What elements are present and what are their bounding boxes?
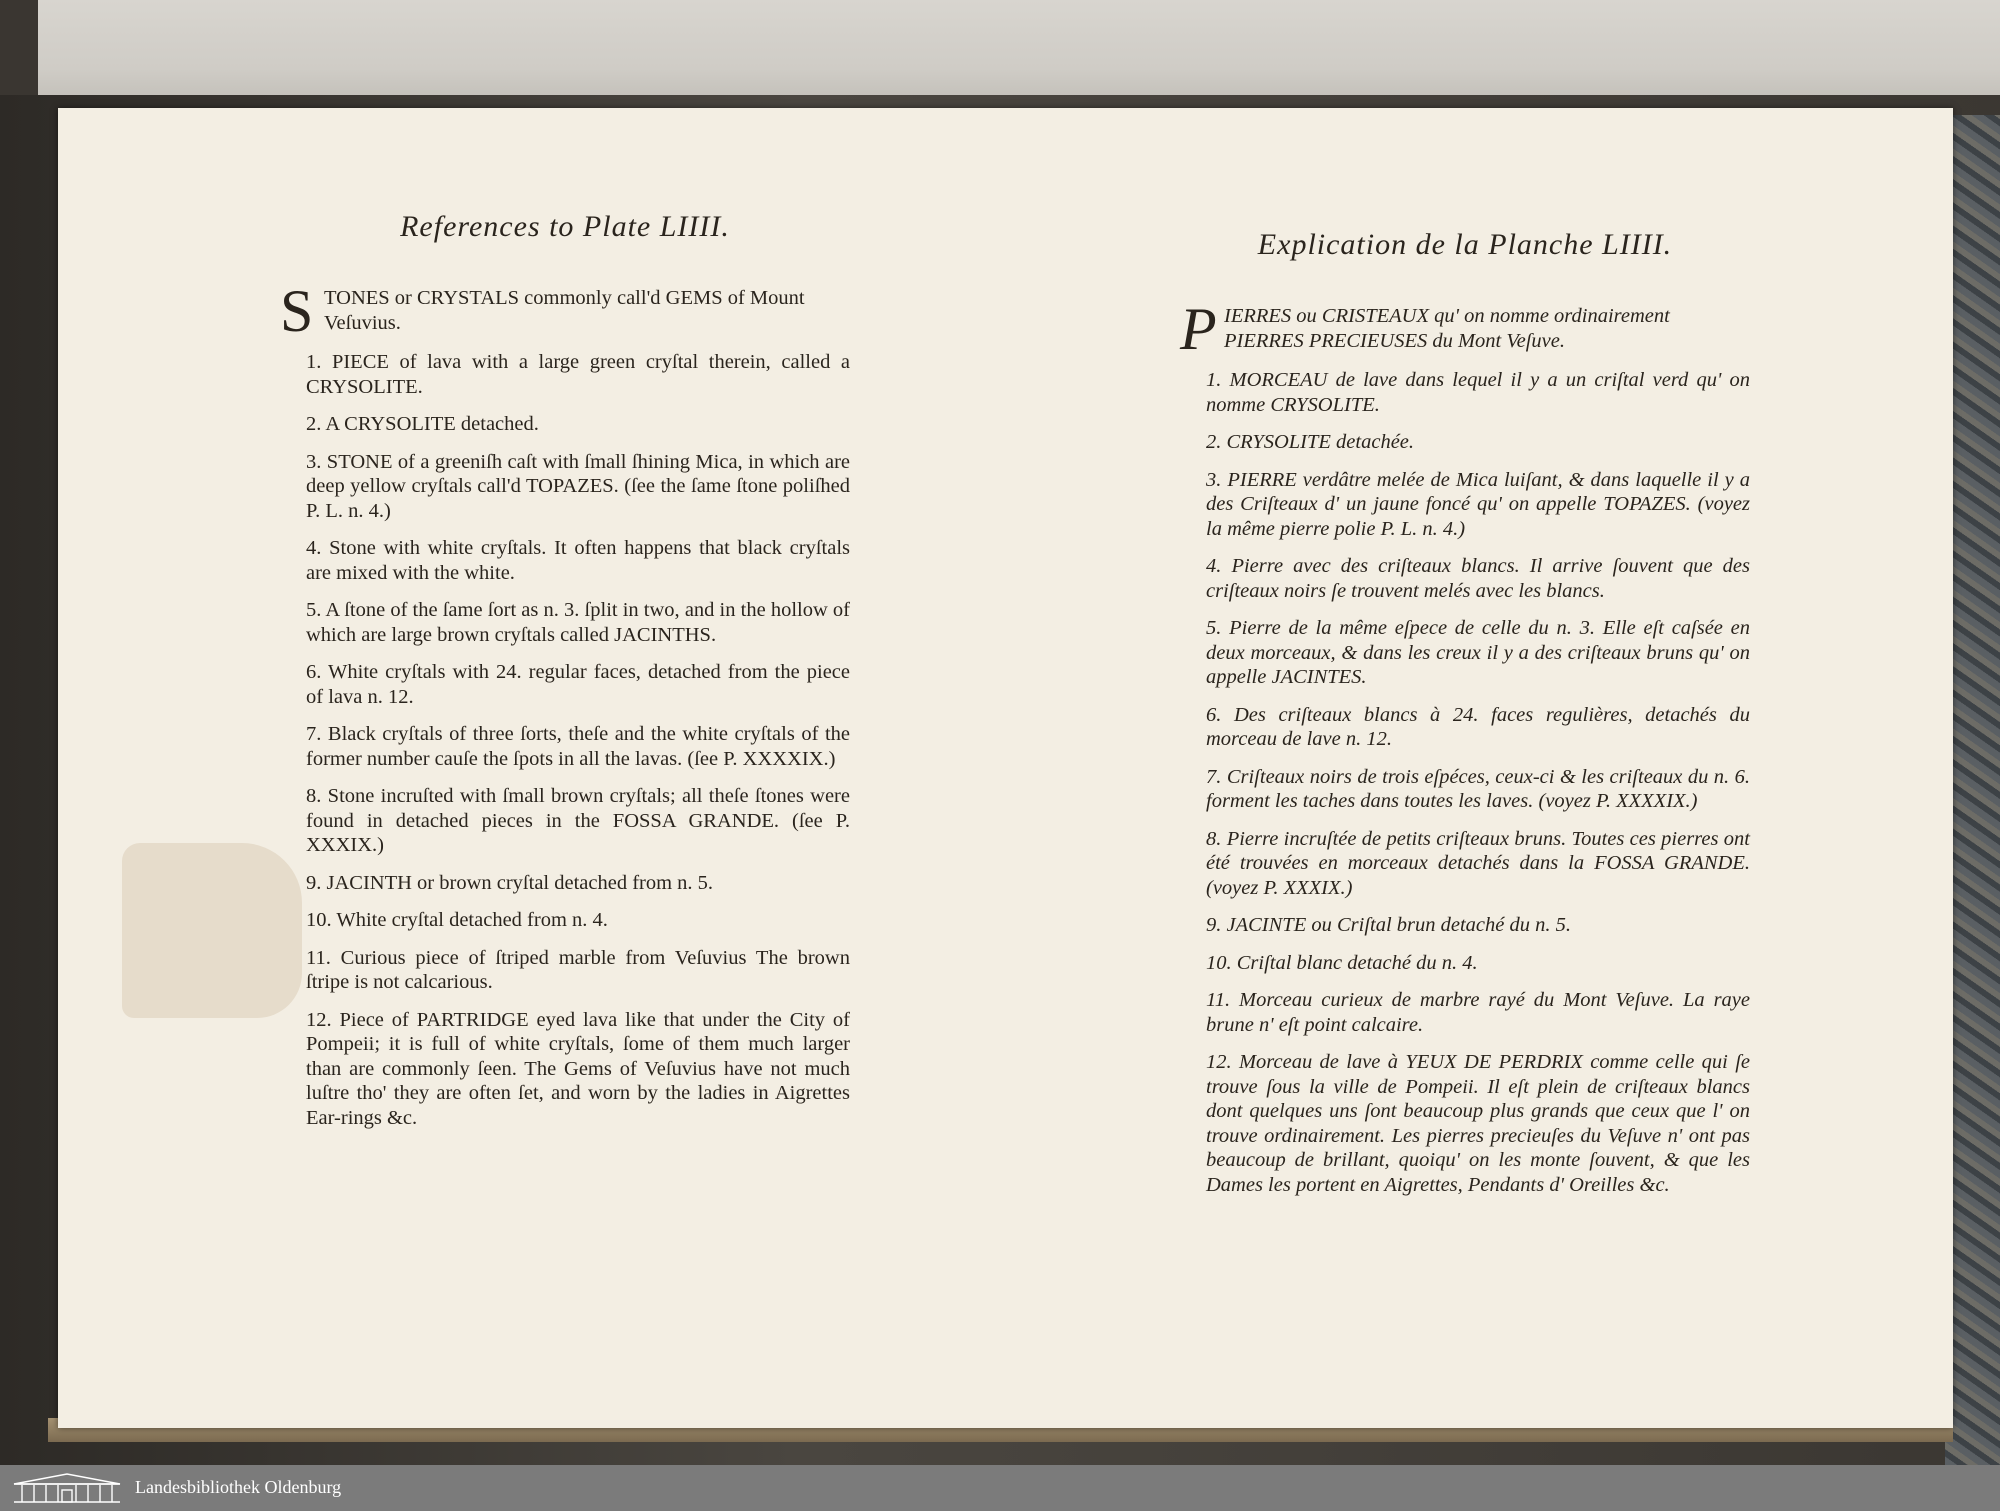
- english-item: 11. Curious piece of ſtriped marble from Veſuvius The brown ſtripe is not calcarious.: [306, 946, 850, 993]
- library-name: Landesbibliothek Oldenburg: [135, 1477, 342, 1497]
- french-item: 6. Des criſteaux blancs à 24. faces regulières, detachés du morceau de lave n. 12.: [1206, 703, 1750, 750]
- cover-marbled-edge: [1945, 115, 2000, 1465]
- english-column: [280, 210, 850, 1143]
- footer-bar: [0, 1465, 2000, 1511]
- library-building-icon: [12, 1472, 122, 1504]
- english-item: 8. Stone incruſted with ſmall brown cryſtals; all theſe ſtones were found in detached pieces in the FOSSA GRANDE. (ſee P. XXXIX.): [306, 785, 850, 856]
- french-intro: [1180, 296, 1750, 362]
- english-item: 1. PIECE of lava with a large green cryſtal therein, called a CRYSOLITE.: [306, 351, 850, 398]
- french-item: 8. Pierre incruſtée de petits criſteaux bruns. Toutes ces pierres ont été trouvées en morceaux detachés dans la FOSSA GRANDE. (voyez P. XXXIX.): [1206, 827, 1750, 899]
- french-intro-text: IERRES ou CRISTEAUX qu' on nomme ordinairement PIERRES PRECIEUSES du Mont Veſuve.: [1224, 305, 1670, 352]
- english-item: 6. White cryſtals with 24. regular faces, detached from the piece of lava n. 12.: [306, 661, 850, 708]
- french-item: 1. MORCEAU de lave dans lequel il y a un criſtal verd qu' on nomme CRYSOLITE.: [1206, 369, 1750, 416]
- english-item: 12. Piece of PARTRIDGE eyed lava like that under the City of Pompeii; it is full of white cryſtals, ſome of them much larger than are commonly ſeen. The Gems of Veſuvius have not much luſtre tho' they are often ſet, and worn by the ladies in Aigrettes Ear-rings &c.: [306, 1008, 850, 1129]
- english-intro-text: TONES or CRYSTALS commonly call'd GEMS of Mount Veſuvius.: [324, 287, 805, 334]
- french-title: Explication de la Planche LIIII.: [1257, 228, 1673, 261]
- french-item: 4. Pierre avec des criſteaux blancs. Il arrive ſouvent que des criſteaux noirs ſe trouvent melés avec les blancs.: [1206, 555, 1750, 602]
- english-item: 7. Black cryſtals of three ſorts, theſe and the white cryſtals of the former number cauſe the ſpots in all the lavas. (ſee P. XXXXIX.): [306, 723, 850, 770]
- paper-stain: [122, 843, 302, 1018]
- french-item: 11. Morceau curieux de marbre rayé du Mont Veſuve. La raye brune n' eſt point calcaire.: [1206, 989, 1750, 1036]
- french-item: 2. CRYSOLITE detachée.: [1206, 431, 1415, 453]
- french-dropcap: P: [1180, 296, 1217, 362]
- english-title: References to Plate LIIII.: [400, 210, 730, 243]
- english-intro: [280, 278, 850, 344]
- english-item: 5. A ſtone of the ſame ſort as n. 3. ſplit in two, and in the hollow of which are large brown cryſtals called JACINTHS.: [306, 599, 850, 646]
- french-column: [1180, 228, 1750, 1210]
- english-dropcap: S: [280, 278, 314, 344]
- french-item: 12. Morceau de lave à YEUX DE PERDRIX comme celle qui ſe trouve ſous la ville de Pompeii. Il eſt plein de criſteaux blancs dont quelques uns ſont beaucoup plus grands que ceux que l' on trouve ordinairement. Les pierres precieuſes du Veſuve n' ont pas beaucoup de brillant, quoiqu' on les monte ſouvent, & que les Dames les portent en Aigrettes, Pendants d' Oreilles &c.: [1206, 1051, 1750, 1196]
- english-item: 4. Stone with white cryſtals. It often happens that black cryſtals are mixed with the white.: [306, 537, 850, 584]
- french-item: 3. PIERRE verdâtre melée de Mica luiſant, & dans laquelle il y a des Criſteaux d' un jaune foncé qu' on appelle TOPAZES. (voyez la même pierre polie P. L. n. 4.): [1206, 468, 1750, 540]
- french-item: 5. Pierre de la même eſpece de celle du n. 3. Elle eſt caſsée en deux morceaux, & dans les creux il y a des criſteaux bruns qu' on appelle JACINTES.: [1206, 617, 1750, 688]
- english-item: 3. STONE of a greeniſh caſt with ſmall ſhining Mica, in which are deep yellow cryſtals call'd TOPAZES. (ſee the ſame ſtone poliſhed P. L. n. 4.): [306, 450, 850, 522]
- english-item: 10. White cryſtal detached from n. 4.: [306, 909, 608, 931]
- english-item: 2. A CRYSOLITE detached.: [306, 413, 539, 435]
- french-item: 9. JACINTE ou Criſtal brun detaché du n. 5.: [1206, 914, 1571, 936]
- english-item: 9. JACINTH or brown cryſtal detached from n. 5.: [306, 871, 714, 894]
- french-item: 7. Criſteaux noirs de trois eſpéces, ceux-ci & les criſteaux du n. 6. forment les taches dans toutes les laves. (voyez P. XXXXIX.): [1206, 765, 1750, 812]
- french-item: 10. Criſtal blanc detaché du n. 4.: [1206, 951, 1478, 974]
